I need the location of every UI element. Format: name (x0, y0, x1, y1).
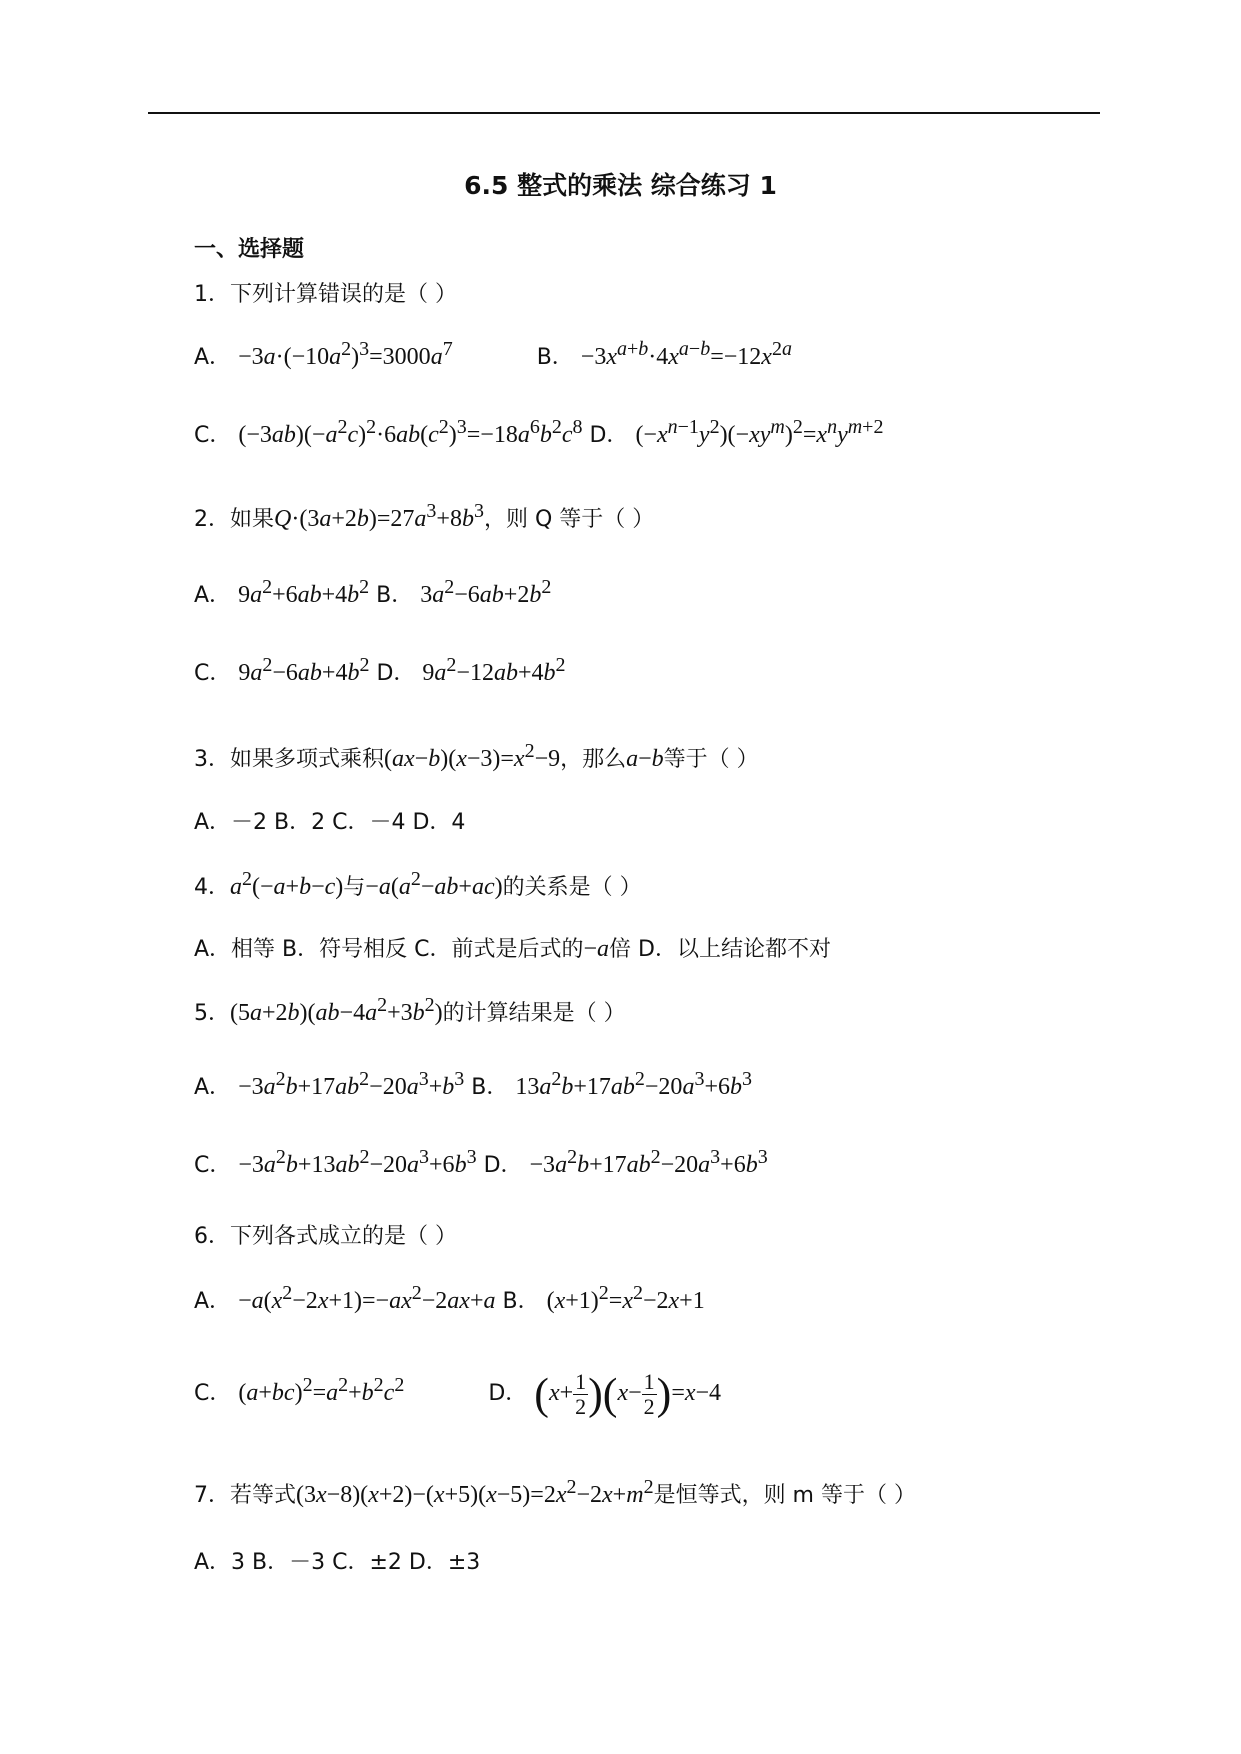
question-2-stem: 2．如果$Q\cdot(3a+2b)=27a^3+8b^3$，则 Q 等于（ ） (194, 500, 655, 532)
page-title: 6.5 整式的乘法 综合练习 1 (464, 171, 777, 200)
question-2-options-cd: C． $9a^2-6ab+4b^2$ D． $9a^2-12ab+4b^2$ (194, 654, 566, 686)
question-5-options-ab: A． $-3a^2b+17ab^2-20a^3+b^3$ B． $13a^2b+17ab^2-20a^3+6b^3$ (194, 1068, 752, 1100)
q1-option-b-math: $-3x^{a+b}\cdot 4x^{a-b}=-12x^{2a}$ (580, 338, 792, 370)
question-4-options: A．相等 B．符号相反 C．前式是后式的−a倍 D．以上结论都不对 (194, 936, 831, 962)
question-7-stem: 7．若等式$(3x-8)(x+2)-(x+5)(x-5)=2x^2-2x+m^2$是恒等式，则 m 等于（ ） (194, 1476, 916, 1508)
question-1-options-ab: A． $-3a\cdot(-10a^2)^3=3000a^7$ B． $-3x^{a+b}\cdot 4x^{a-b}=-12x^{2a}$ (194, 338, 792, 370)
header-rule (148, 112, 1100, 114)
question-5-stem: 5．$(5a+2b)(ab-4a^2+3b^2)$的计算结果是（ ） (194, 994, 626, 1026)
q2-stem-math: $Q\cdot(3a+2b)=27a^3+8b^3$ (274, 500, 484, 532)
question-7-options: A．3 B．－3 C．±2 D．±3 (194, 1550, 481, 1575)
q1-option-c-math: $(-3ab)(-a^2c)^2\cdot 6ab(c^2)^3=-18a^6b^2c^8$ (238, 416, 583, 448)
q6-option-d-math: (x+ $\frac{1}{2}$ )(x− $\frac{1}{2}$ )=x−4 (534, 1369, 722, 1419)
question-1-options-cd: C． $(-3ab)(-a^2c)^2\cdot 6ab(c^2)^3=-18a^6b^2c^8$ D． $(-x^{n-1}y^2)(-xy^m)^2=x^ny^{m+2}$ (194, 416, 884, 448)
question-3-options: A．－2 B．2 C．－4 D．4 (194, 810, 466, 835)
question-3-stem: 3．如果多项式乘积$(ax-b)(x-3)=x^2-9$，那么a−b等于（ ） (194, 740, 759, 772)
section-heading: 一、选择题 (194, 237, 305, 262)
question-6-stem: 6．下列各式成立的是（ ） (194, 1224, 457, 1249)
q1-option-d-math: $(-x^{n-1}y^2)(-xy^m)^2=x^ny^{m+2}$ (635, 416, 884, 448)
q1-option-a-math: $-3a\cdot(-10a^2)^3=3000a^7$ (238, 338, 453, 370)
question-6-options-cd: C． $(a+bc)^2=a^2+b^2c^2$ D． (x+ $\frac{1}{2}$ )(x− $\frac{1}{2}$ )=x−4 (194, 1369, 722, 1419)
question-5-options-cd: C． $-3a^2b+13ab^2-20a^3+6b^3$ D． $-3a^2b+17ab^2-20a^3+6b^3$ (194, 1146, 768, 1178)
question-1-stem: 1．下列计算错误的是（ ） (194, 282, 457, 307)
question-2-options-ab: A． $9a^2+6ab+4b^2$ B． $3a^2-6ab+2b^2$ (194, 576, 552, 608)
question-4-stem: 4．$a^2(-a+b-c)$与$-a(a^2-ab+ac)$的关系是（ ） (194, 868, 642, 900)
question-6-options-ab: A． $-a(x^2-2x+1)=-ax^2-2ax+a$ B． $(x+1)^2=x^2-2x+1$ (194, 1282, 705, 1314)
